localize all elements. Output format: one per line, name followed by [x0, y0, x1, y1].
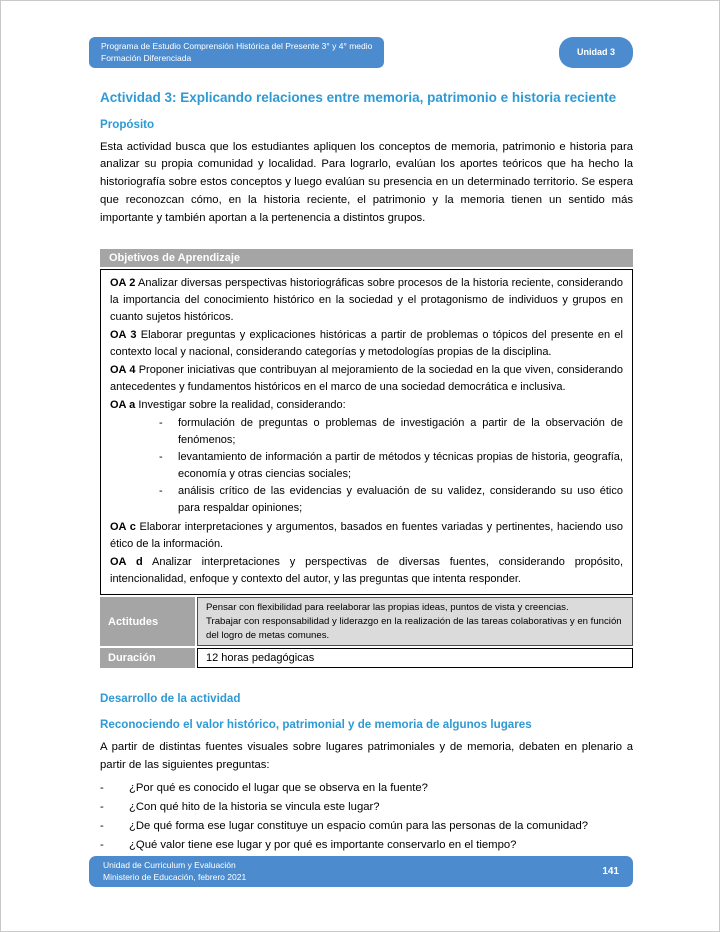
oa-a-bullet-2: [159, 449, 623, 483]
oa-item-d: [110, 554, 623, 588]
oa-label: OA a: [110, 399, 136, 412]
bullet-dash: -: [100, 782, 104, 795]
bullet-dash: -: [159, 485, 163, 498]
question-item-2: [100, 798, 633, 817]
question-item-1: [100, 779, 633, 798]
program-title-block: [89, 37, 384, 68]
question-item-4: [100, 836, 633, 855]
oa-item-a: [110, 397, 623, 414]
desarrollo-intro: A partir de distintas fuentes visuales sobre lugares patrimoniales y de memoria, debaten en plenario a partir de las siguientes preguntas:: [100, 741, 633, 772]
oa-text: Elaborar preguntas y explicaciones históricas a partir de problemas o tópicos del presente en el contexto local y nacional, considerando categorías y metodologías propias de la disciplina.: [110, 328, 623, 359]
bullet-dash: -: [100, 820, 104, 833]
actitudes-line1: Pensar con flexibilidad para reelaborar las propias ideas, puntos de vista y creencias.: [206, 601, 569, 613]
oa-label: OA 4: [110, 364, 136, 377]
oa-text: Elaborar interpretaciones y argumentos, basados en fuentes variadas y pertinentes, haciendo uso ético de la información.: [110, 520, 623, 550]
activity-title: Actividad 3: Explicando relaciones entre memoria, patrimonio e historia reciente: [100, 89, 617, 105]
oa-text: Analizar interpretaciones y perspectivas de diversas fuentes, considerando propósito, intencionalidad, enfoque y contexto del autor, y las preguntas que intenta responder.: [110, 555, 623, 585]
objetivos-table: [100, 249, 633, 669]
desarrollo-heading: Desarrollo de la actividad: [100, 692, 241, 706]
duracion-label: Duración: [100, 648, 195, 668]
proposito-heading: Propósito: [100, 117, 155, 131]
oa-label: OA c: [110, 520, 136, 533]
section-subheading: Reconociendo el valor histórico, patrimonial y de memoria de algunos lugares: [100, 718, 532, 732]
question-text: ¿De qué forma ese lugar constituye un espacio común para las personas de la comunidad?: [129, 820, 589, 833]
actitudes-row: [100, 597, 633, 647]
question-text: ¿Por qué es conocido el lugar que se observa en la fuente?: [129, 782, 428, 795]
question-text: ¿Con qué hito de la historia se vincula este lugar?: [129, 801, 380, 814]
oa-a-bullet-1: [159, 415, 623, 449]
oa-item-3: [110, 327, 623, 361]
oa-item-4: [110, 362, 623, 396]
oa-label: OA 3: [110, 328, 137, 341]
question-list: [100, 779, 633, 855]
program-line2: Formación Diferenciada: [101, 53, 192, 64]
duracion-row: [100, 648, 633, 668]
footer-text-block: [103, 859, 246, 885]
document-header: [89, 37, 633, 68]
duracion-value: 12 horas pedagógicas: [197, 648, 633, 668]
bullet-text: formulación de preguntas o problemas de investigación a partir de la observación de fenómenos;: [178, 417, 623, 447]
question-item-3: [100, 817, 633, 836]
proposito-paragraph: Esta actividad busca que los estudiantes apliquen los conceptos de memoria, patrimonio e historia para analizar su propia comunidad y localidad. Para lograrlo, evalúan los aportes teóricos que ha hecho la historiografía sobre estos conceptos y luego evalúan su presencia en un determinado territorio. Se espera que reconozcan cómo, en la historia reciente, el patrimonio y la memoria tienen un sentido más importante y también aportan a la pertenencia a distintos grupos.: [100, 140, 633, 224]
actitudes-label: Actitudes: [100, 597, 195, 647]
oa-text: Proponer iniciativas que contribuyan al mejoramiento de la sociedad en la que viven, considerando antecedentes y fundamentos históricos en el marco de una sociedad democrática e inclusiva.: [110, 364, 623, 394]
program-line1: Programa de Estudio Comprensión Histórica del Presente 3° y 4° medio: [101, 41, 373, 51]
question-text: ¿Qué valor tiene ese lugar y por qué es importante conservarlo en el tiempo?: [129, 839, 517, 851]
actitudes-line2: Trabajar con responsabilidad y liderazgo en la realización de las tareas colaborativas y en función del logro de metas comunes.: [206, 615, 622, 641]
bullet-text: levantamiento de información a partir de métodos y técnicas propias de historia, geografía, economía y otras ciencias sociales;: [178, 451, 623, 481]
oa-label: OA d: [110, 555, 143, 568]
oa-item-2: [110, 275, 623, 326]
actitudes-content: [197, 597, 633, 647]
bullet-dash: -: [159, 451, 163, 464]
footer-line1: Unidad de Curriculum y Evaluación: [103, 859, 236, 870]
objetivos-table-body: [100, 269, 633, 595]
objetivos-table-header: Objetivos de Aprendizaje: [100, 249, 633, 267]
oa-a-bullet-3: [159, 483, 623, 517]
unit-badge: Unidad 3: [559, 37, 633, 68]
bullet-dash: -: [100, 801, 104, 814]
bullet-text: análisis crítico de las evidencias y evaluación de su validez, considerando su uso ético para respaldar opiniones;: [178, 485, 623, 515]
document-footer: [89, 856, 633, 888]
oa-text: Analizar diversas perspectivas historiográficas sobre procesos de la historia reciente, considerando la importancia del conocimiento histórico en la sociedad y el protagonismo de individuos y grupos en cuanto sujetos históricos.: [110, 276, 624, 323]
oa-item-c: [110, 519, 623, 553]
bullet-dash: -: [159, 417, 163, 430]
page-number: 141: [602, 865, 619, 877]
bullet-dash: -: [100, 839, 104, 851]
oa-text: Investigar sobre la realidad, considerando:: [138, 399, 346, 412]
footer-line2: Ministerio de Educación, febrero 2021: [103, 872, 247, 883]
oa-label: OA 2: [110, 276, 136, 289]
